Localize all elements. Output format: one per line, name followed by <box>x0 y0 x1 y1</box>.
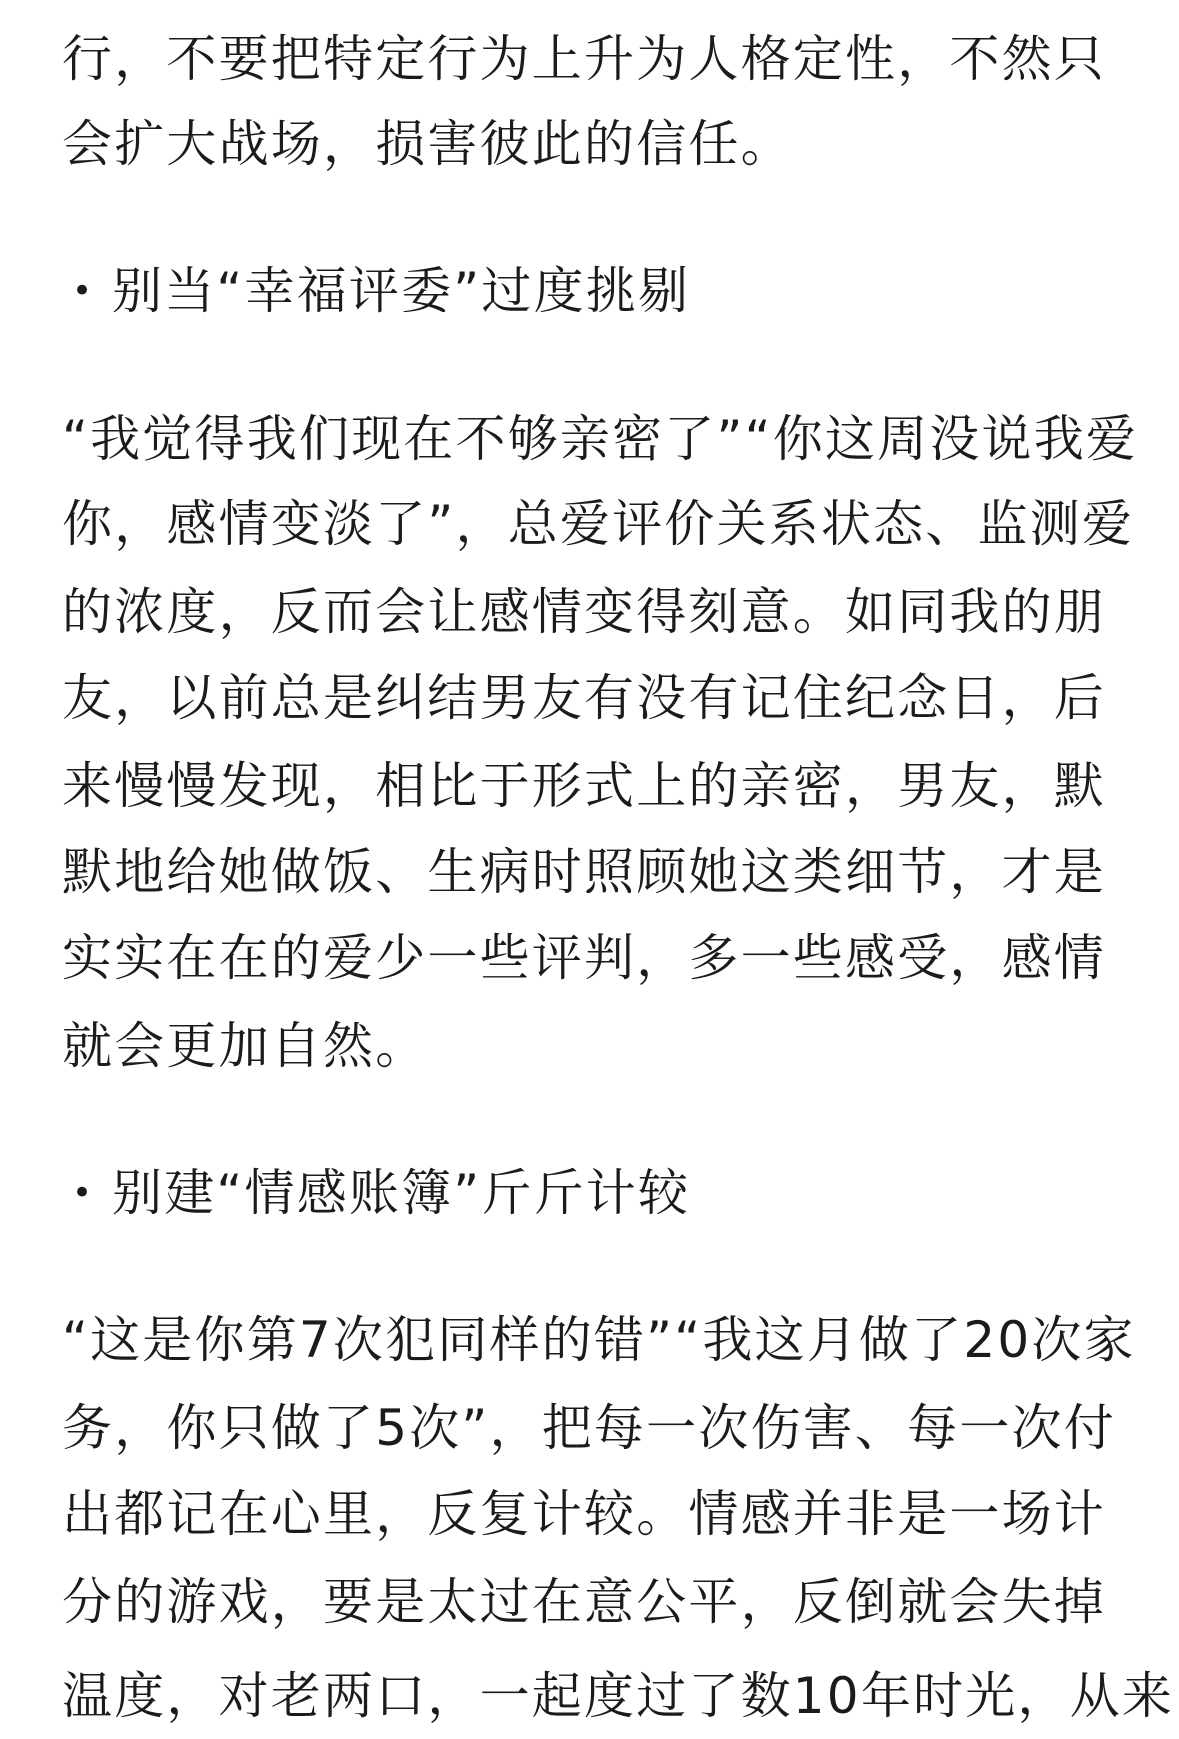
paragraph-line: 出都记在心里，反复计较。情感并非是一场计 <box>62 1485 1106 1543</box>
paragraph-line: 实实在在的爱少一些评判，多一些感受，感情 <box>62 929 1106 987</box>
section-heading <box>62 248 1142 334</box>
paragraph-line: 你，感情变淡了”，总爱评价关系状态、监测爱 <box>62 495 1135 553</box>
paragraph-line: 默地给她做饭、生病时照顾她这类细节，才是 <box>62 843 1106 901</box>
paragraph-line: 分的游戏，要是太过在意公平，反倒就会失掉 <box>62 1573 1106 1631</box>
paragraph-line: 友，以前总是纠结男友有没有记住纪念日，后 <box>62 669 1106 727</box>
paragraph-line: “这是你第7次犯同样的错”“我这月做了20次家 <box>62 1311 1136 1369</box>
paragraph-line: 的浓度，反而会让感情变得刻意。如同我的朋 <box>62 583 1106 641</box>
paragraph-line: 行，不要把特定行为上升为人格定性，不然只 <box>62 30 1106 88</box>
bullet-icon: • <box>72 271 93 311</box>
paragraph-line: “我觉得我们现在不够亲密了”“你这周没说我爱 <box>62 410 1139 468</box>
section-heading-text: 别建“情感账簿”斤斤计较 <box>112 1164 691 1222</box>
paragraph-line: 会扩大战场，损害彼此的信任。 <box>62 115 793 173</box>
paragraph-line-partial: 温度，对老两口，一起度过了数10年时光，从来 <box>62 1667 1175 1725</box>
section-heading <box>62 1150 1142 1236</box>
paragraph-line: 务，你只做了5次”，把每一次伤害、每一次付 <box>62 1399 1116 1457</box>
paragraph-line: 来慢慢发现，相比于形式上的亲密，男友，默 <box>62 757 1106 815</box>
bullet-icon: • <box>72 1173 93 1213</box>
paragraph-line: 就会更加自然。 <box>62 1017 428 1075</box>
section-heading-text: 别当“幸福评委”过度挑剔 <box>112 262 691 320</box>
